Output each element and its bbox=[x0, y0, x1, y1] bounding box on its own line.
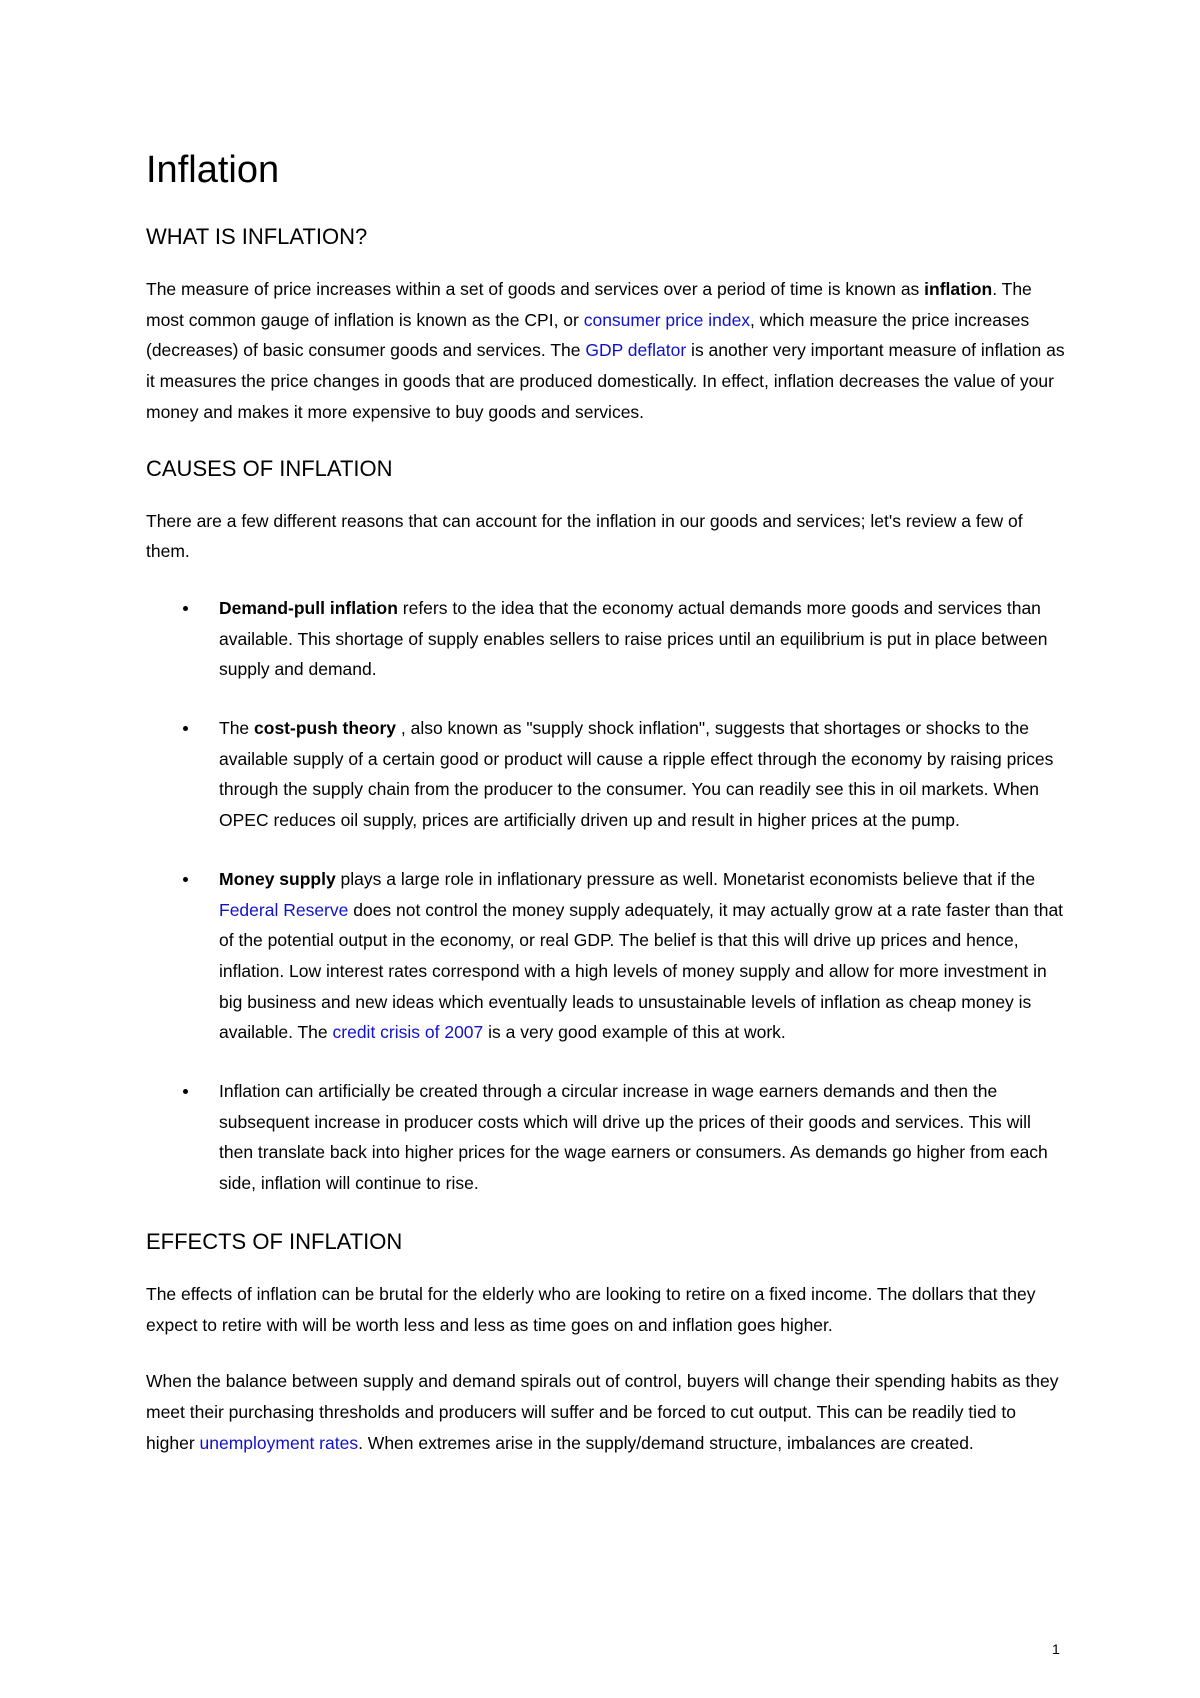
text-span: The measure of price increases within a set of goods and services over a period of time is known as bbox=[146, 279, 925, 299]
text-span: . When extremes arise in the supply/demand structure, imbalances are created. bbox=[358, 1432, 974, 1453]
text-span: refers to the idea that the economy actual demands more goods and services than available. This shortage of supply enables sellers to raise prices until an equilibrium is put in place between supply and demand. bbox=[219, 597, 1048, 680]
text-span: , which measure the price increases (decreases) of basic consumer goods and services. The bbox=[146, 309, 1030, 361]
document-body bbox=[146, 146, 1066, 1482]
list-item-demand-pull bbox=[146, 593, 1066, 685]
section-heading-causes-of-inflation: CAUSES OF INFLATION bbox=[146, 455, 393, 481]
document-title: Inflation bbox=[146, 149, 280, 191]
link-unemployment-rates[interactable]: unemployment rates bbox=[199, 1432, 359, 1453]
causes-bullet-list bbox=[146, 593, 1066, 1199]
text-span: is another very important measure of inflation as it measures the price changes in goods that are produced domestically. In effect, inflation decreases the value of your money and makes it more expensive to buy goods and services. bbox=[146, 340, 1065, 422]
text-span: The bbox=[219, 718, 255, 739]
link-credit-crisis-2007[interactable]: credit crisis of 2007 bbox=[332, 1022, 484, 1043]
text-span: , also known as "supply shock inflation", suggests that shortages or shocks to the available supply of a certain good or product will cause a ripple effect through the economy by raising prices through the supply chain from the producer to the consumer. You can readily see this in oil markets. When OPEC reduces oil supply, prices are artificially driven up and result in higher prices at the pump. bbox=[219, 718, 1054, 831]
text-span: is a very good example of this at work. bbox=[483, 1022, 786, 1043]
bullet-icon bbox=[183, 726, 188, 731]
bullet-icon bbox=[183, 1089, 188, 1094]
text-span: does not control the money supply adequately, it may actually grow at a rate faster than that of the potential output in the economy, or real GDP. The belief is that this will drive up prices and hence, inflation. Low interest rates correspond with a high levels of money supply and allow for more investment in big business and new ideas which eventually leads to unsustainable levels of inflation as cheap money is available. The bbox=[219, 899, 1064, 1043]
link-gdp-deflator[interactable]: GDP deflator bbox=[585, 340, 687, 361]
bold-term-demand-pull: Demand-pull inflation bbox=[219, 597, 398, 618]
bold-term-cost-push: cost-push theory bbox=[254, 718, 396, 739]
list-item-wage-price-spiral bbox=[146, 1076, 1066, 1199]
bullet-icon bbox=[183, 877, 188, 882]
text-span: plays a large role in inflationary pressure as well. Monetarist economists believe that if the bbox=[335, 868, 1036, 889]
list-item-cost-push bbox=[146, 713, 1066, 836]
paragraph-what-is-inflation bbox=[146, 274, 1066, 428]
section-heading-effects-of-inflation: EFFECTS OF INFLATION bbox=[146, 1228, 403, 1254]
section-heading-what-is-inflation: WHAT IS INFLATION? bbox=[146, 224, 368, 249]
page-number: 1 bbox=[1052, 1641, 1060, 1657]
paragraph-effects-elderly: The effects of inflation can be brutal for the elderly who are looking to retire on a fixed income. The dollars that they expect to retire with will be worth less and less as time goes on and inflation goes higher. bbox=[146, 1283, 1036, 1335]
paragraph-causes-intro: There are a few different reasons that can account for the inflation in our goods and services; let's review a few of them. bbox=[146, 510, 1023, 562]
list-item-money-supply bbox=[146, 864, 1066, 1048]
bold-term-money-supply: Money supply bbox=[219, 868, 336, 889]
link-consumer-price-index[interactable]: consumer price index bbox=[583, 309, 751, 330]
paragraph-effects-supply-demand bbox=[146, 1366, 1066, 1458]
bold-term-inflation: inflation bbox=[924, 279, 993, 299]
text-span: When the balance between supply and demand spirals out of control, buyers will change their spending habits as they meet their purchasing thresholds and producers will suffer and be forced to cut output. This can be readily tied to higher bbox=[146, 1371, 1059, 1453]
bullet-icon bbox=[183, 606, 188, 611]
text-span: Inflation can artificially be created through a circular increase in wage earners demands and then the subsequent increase in producer costs which will drive up the prices of their goods and services. This will then translate back into higher prices for the wage earners or consumers. As demands go higher from each side, inflation will continue to rise. bbox=[219, 1081, 1048, 1194]
text-span: . The most common gauge of inflation is known as the CPI, or bbox=[146, 279, 1032, 330]
link-federal-reserve[interactable]: Federal Reserve bbox=[219, 899, 349, 920]
